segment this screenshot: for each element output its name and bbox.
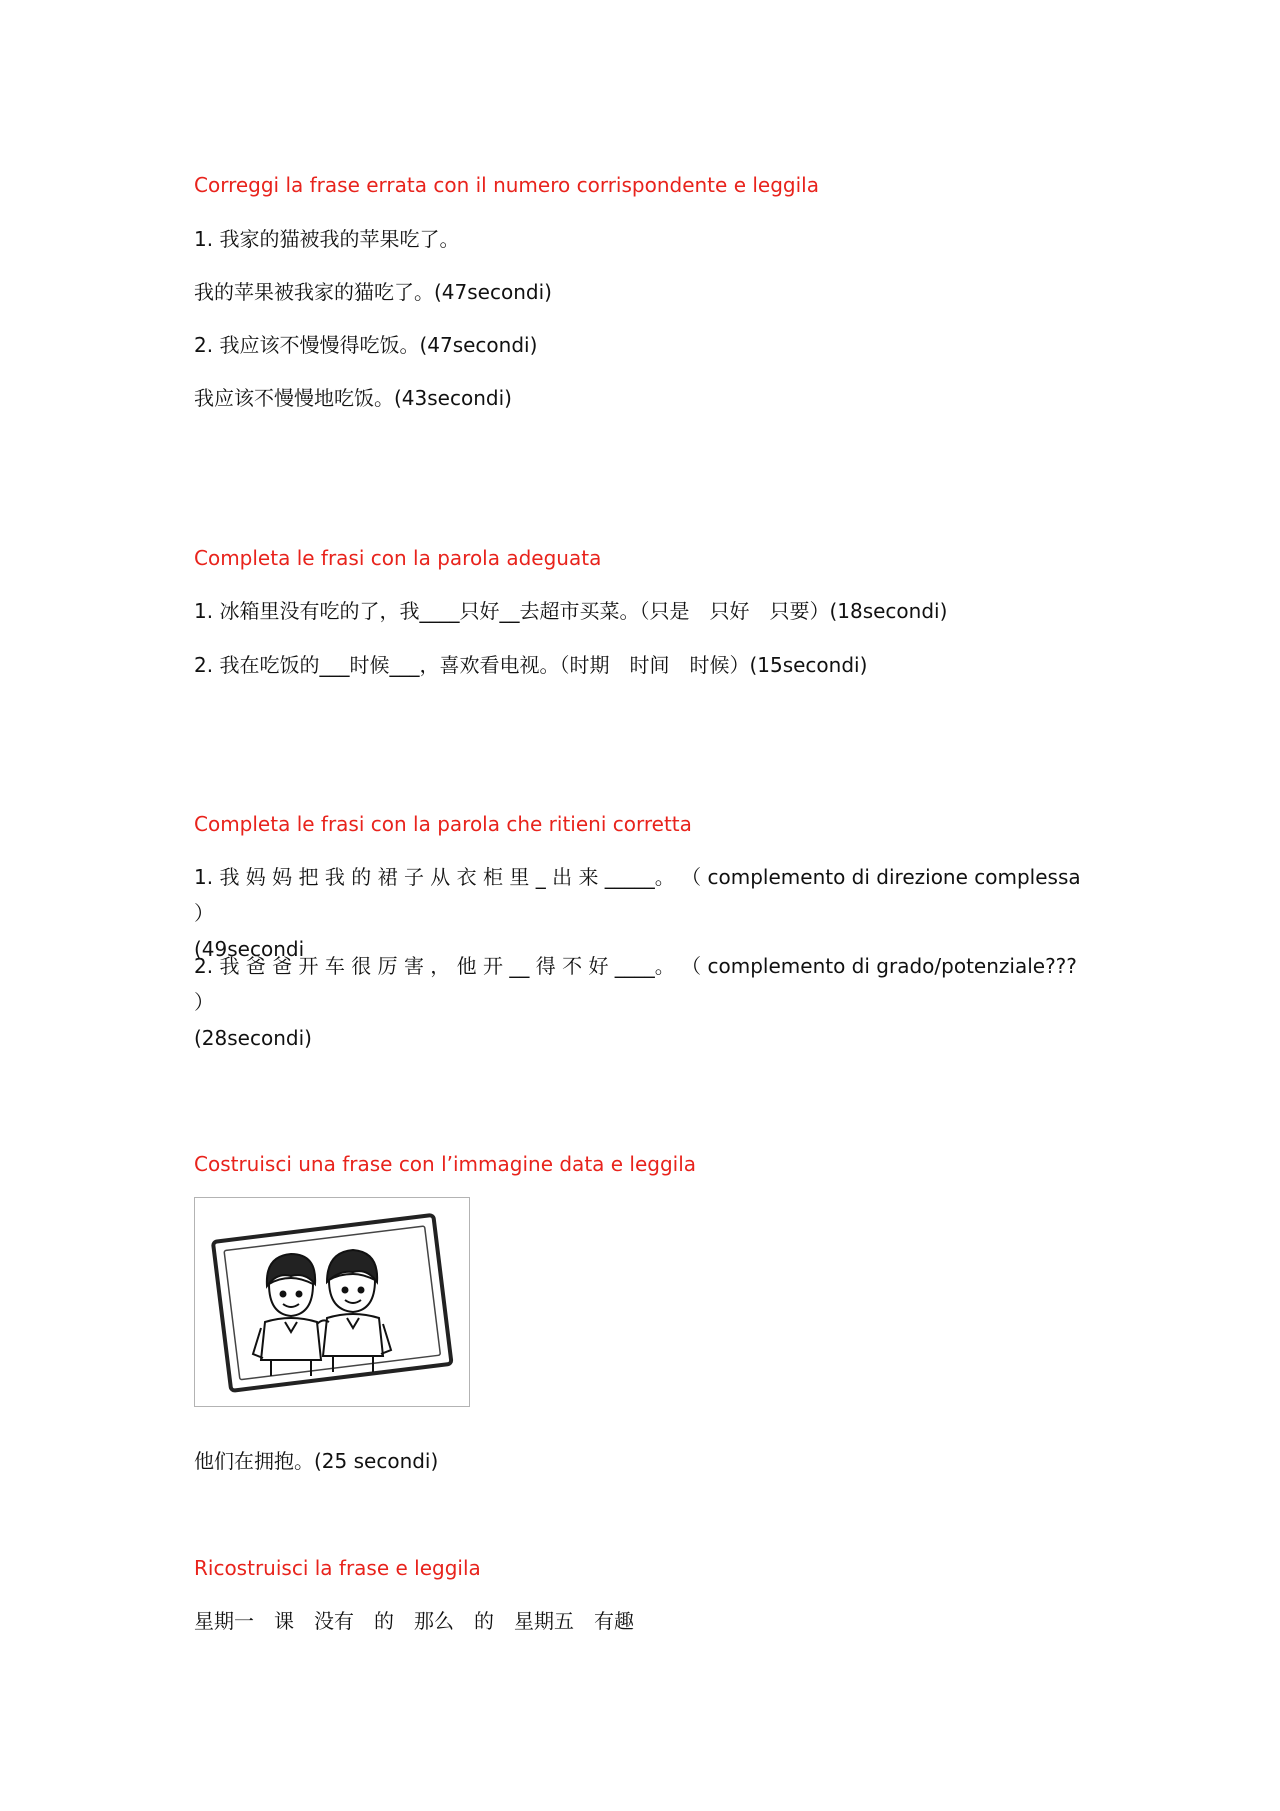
section-4-answer: 他们在拥抱。(25 secondi) (194, 1449, 439, 1473)
section-3-item-1-text: 1. 我 妈 妈 把 我 的 裙 子 从 衣 柜 里 _ 出 来 _____。 （ complemento di direzione complessa ） (194, 865, 1081, 925)
section-3-heading: Completa le frasi con la parola che ritieni corretta (194, 812, 692, 836)
section-3-item-2-cont: (28secondi) (194, 1026, 312, 1050)
section-1-line-1: 1. 我家的猫被我的苹果吃了。 (194, 227, 460, 251)
section-2-line-2: 2. 我在吃饭的___时候___，喜欢看电视。（时期 时间 时候）(15secondi) (194, 653, 868, 677)
section-1-line-3: 2. 我应该不慢慢得吃饭。(47secondi) (194, 333, 538, 357)
section-3-item-2-text: 2. 我 爸 爸 开 车 很 厉 害 ， 他 开 __ 得 不 好 ____。 （ complemento di grado/potenziale??? ） (194, 954, 1077, 1014)
section-1-line-4: 我应该不慢慢地吃饭。(43secondi) (194, 386, 512, 410)
section-2-heading: Completa le frasi con la parola adeguata (194, 546, 602, 570)
section-5-words: 星期一 课 没有 的 那么 的 星期五 有趣 (194, 1609, 634, 1633)
section-1-line-2: 我的苹果被我家的猫吃了。(47secondi) (194, 280, 552, 304)
section-5-heading: Ricostruisci la frase e leggila (194, 1556, 481, 1580)
section-3-item-1-cont: (49secondi (194, 937, 305, 961)
section-2-line-1: 1. 冰箱里没有吃的了，我____只好__去超市买菜。（只是 只好 只要）(18secondi) (194, 599, 948, 623)
two-boys-hugging-photo (194, 1197, 470, 1407)
section-4-heading: Costruisci una frase con l’immagine data e leggila (194, 1152, 697, 1176)
photo-illustration-icon (195, 1198, 468, 1405)
section-1-heading: Correggi la frase errata con il numero corrispondente e leggila (194, 173, 819, 197)
section-3-item-2 (194, 948, 1086, 1056)
